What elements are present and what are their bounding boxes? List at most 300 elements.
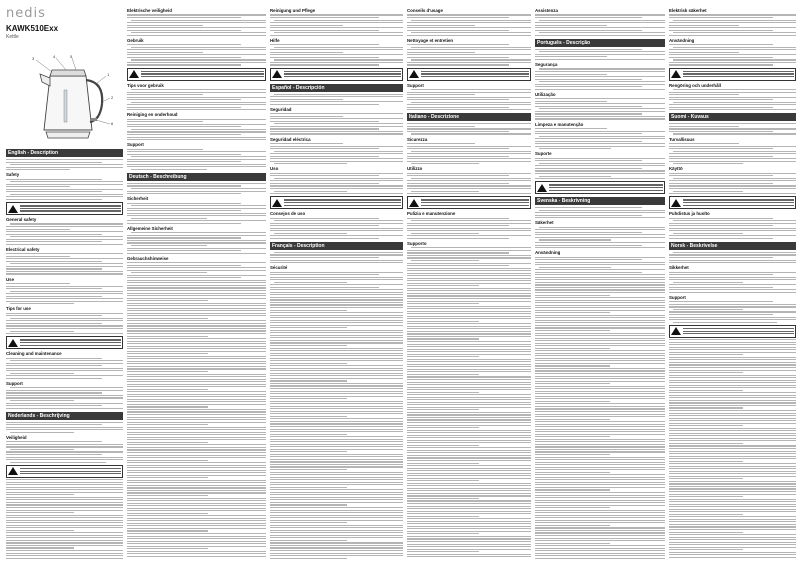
body-text-line <box>535 59 665 60</box>
body-text-line <box>535 487 665 488</box>
body-text-line <box>669 260 796 261</box>
body-text-line <box>270 368 403 369</box>
caution-text-lines <box>284 70 401 79</box>
body-text-line <box>673 32 796 33</box>
language-section-header: English - Description <box>6 149 123 157</box>
body-text-line <box>407 230 531 231</box>
body-text-line <box>411 163 479 164</box>
body-text-line <box>270 401 403 402</box>
body-text-line <box>407 223 531 224</box>
body-text-line <box>407 417 531 418</box>
body-text-line <box>131 156 266 157</box>
body-text-line <box>535 98 665 99</box>
warning-triangle-icon <box>272 199 282 207</box>
body-text-line <box>673 163 743 164</box>
body-text-line <box>6 268 102 269</box>
body-text-line <box>127 35 266 36</box>
body-text-line <box>669 375 796 376</box>
body-text-line <box>407 447 531 448</box>
body-text-line <box>669 547 796 548</box>
caution-text-lines <box>683 327 794 336</box>
body-text-line <box>535 530 665 531</box>
body-text-line <box>270 322 403 323</box>
body-text-line <box>535 365 610 366</box>
body-text-line <box>407 225 509 226</box>
body-text-line <box>127 303 266 304</box>
body-text-line <box>127 490 266 491</box>
section-heading: Användning <box>669 37 695 43</box>
body-text-line <box>127 17 241 18</box>
body-text-line <box>127 546 266 547</box>
body-text-line <box>127 363 266 364</box>
body-text-line <box>669 92 796 93</box>
body-text-line <box>270 507 403 508</box>
body-text-line <box>127 424 208 425</box>
body-text-line <box>535 376 665 377</box>
body-text-line <box>270 279 403 280</box>
section-heading: Allgemeine Sicherheit <box>127 225 173 231</box>
section-heading: Segurança <box>535 62 558 67</box>
body-text-line <box>127 482 266 483</box>
body-text-line <box>535 419 610 420</box>
body-text-line <box>6 408 123 409</box>
body-text-line <box>407 397 531 398</box>
section-heading: Tips voor gebruik <box>127 82 164 88</box>
body-text-line <box>127 409 266 410</box>
body-text-line <box>127 305 266 306</box>
body-text-line <box>539 227 665 228</box>
body-text-line <box>270 454 403 455</box>
callout-1: 1 <box>107 72 110 77</box>
body-text-line <box>535 178 665 179</box>
body-text-line <box>270 497 403 498</box>
body-text-line <box>535 411 665 412</box>
body-text-line <box>669 218 773 219</box>
body-text-line <box>407 468 531 469</box>
body-text-line <box>407 369 531 370</box>
body-text-line <box>270 180 403 181</box>
body-text-line <box>270 148 379 149</box>
body-text-line <box>270 540 347 541</box>
body-text-line <box>535 555 665 556</box>
body-text-line <box>407 290 531 291</box>
body-text-line <box>407 549 531 550</box>
body-text-line <box>131 272 207 273</box>
body-text-line <box>407 97 531 98</box>
callout-5: 5 <box>70 54 73 59</box>
body-text-line <box>127 295 266 296</box>
body-text-line <box>270 358 403 359</box>
body-text-line <box>407 94 475 95</box>
body-text-line <box>535 297 665 298</box>
body-text-line <box>407 295 531 296</box>
body-text-line <box>535 79 642 80</box>
body-text-line <box>669 262 796 263</box>
body-text-line <box>127 134 241 135</box>
body-text-line <box>539 20 665 21</box>
body-text-line <box>535 520 665 521</box>
body-text-line <box>270 284 403 285</box>
warning-triangle-icon <box>671 327 681 335</box>
body-text-line <box>669 107 773 108</box>
body-text-line <box>6 497 123 498</box>
body-text-line <box>669 488 796 489</box>
body-text-line <box>407 156 509 157</box>
body-text-line <box>407 283 531 284</box>
body-text-line <box>535 259 642 260</box>
body-text-line <box>270 297 403 298</box>
body-text-line <box>669 153 796 154</box>
body-text-line <box>407 432 531 433</box>
body-text-line <box>673 151 796 152</box>
body-text-line <box>535 245 642 246</box>
body-text-line <box>127 159 266 160</box>
body-text-line <box>6 446 123 447</box>
body-text-line <box>270 121 379 122</box>
body-text-line <box>10 291 123 292</box>
body-text-line <box>6 370 123 371</box>
body-text-line <box>6 328 123 329</box>
section-heading: Utilizzo <box>407 166 423 172</box>
body-text-line <box>6 392 102 393</box>
body-text-line <box>535 86 642 87</box>
body-text-line <box>669 405 796 406</box>
body-text-line <box>270 299 403 300</box>
body-text-line <box>669 27 796 28</box>
body-text-line <box>6 253 123 254</box>
body-text-line <box>407 158 531 159</box>
body-text-line <box>127 411 266 412</box>
body-text-line <box>270 274 379 275</box>
body-text-line <box>127 107 241 108</box>
body-text-line <box>535 441 665 442</box>
body-text-line <box>673 89 796 90</box>
body-text-line <box>6 298 123 299</box>
body-text-line <box>407 382 531 383</box>
body-text-line <box>411 89 531 90</box>
body-text-line <box>270 459 403 460</box>
body-text-line <box>270 175 379 176</box>
body-text-line <box>127 164 266 165</box>
body-text-line <box>6 487 123 488</box>
body-text-line <box>407 538 531 539</box>
body-text-line <box>535 550 665 551</box>
body-text-line <box>127 336 208 337</box>
body-text-line <box>127 366 266 367</box>
body-text-line <box>127 533 266 534</box>
body-text-line <box>535 56 607 57</box>
body-text-line <box>127 253 266 254</box>
body-text-line <box>669 506 796 507</box>
body-text-line <box>407 371 531 372</box>
body-text-line <box>270 363 347 364</box>
body-text-line <box>127 505 266 506</box>
body-text-line <box>127 57 241 58</box>
body-text-line <box>669 225 773 226</box>
body-text-line <box>535 165 665 166</box>
body-text-line <box>6 540 123 541</box>
body-text-line <box>127 525 266 526</box>
body-text-line <box>6 244 123 245</box>
body-text-line <box>535 353 665 354</box>
body-text-line <box>127 341 266 342</box>
body-text-line <box>535 106 642 107</box>
body-text-line <box>535 116 665 117</box>
section-heading: Use <box>6 276 15 282</box>
body-text-line <box>535 535 665 536</box>
body-text-line <box>270 101 403 102</box>
body-text-line <box>127 406 208 407</box>
body-text-line <box>535 160 642 161</box>
body-text-line <box>407 359 531 360</box>
body-text-line <box>407 407 531 408</box>
language-section-header: Italiano - Descrizione <box>407 113 531 121</box>
body-text-line <box>669 463 796 464</box>
body-text-line <box>407 323 531 324</box>
body-text-line <box>127 439 266 440</box>
body-text-line <box>127 414 266 415</box>
body-text-line <box>535 234 665 235</box>
body-text-line <box>127 213 266 214</box>
body-text-line <box>669 57 773 58</box>
body-text-line <box>127 119 266 120</box>
body-text-line <box>127 338 266 339</box>
body-text-line <box>407 311 531 312</box>
body-text-line <box>407 376 531 377</box>
body-text-line <box>274 178 403 179</box>
body-text-line <box>6 159 123 160</box>
body-text-line <box>127 498 266 499</box>
body-text-line <box>669 339 796 340</box>
body-text-line <box>535 330 610 331</box>
body-text-line <box>669 257 773 258</box>
section-heading: Support <box>6 380 23 386</box>
body-text-line <box>127 277 241 278</box>
body-text-line <box>270 466 403 467</box>
body-text-line <box>669 272 796 273</box>
body-text-line <box>539 51 665 52</box>
language-section-header: Deutsch - Beschreibung <box>127 173 266 181</box>
body-text-line <box>535 345 665 346</box>
column-1-sections <box>6 149 123 559</box>
body-text-line <box>127 358 266 359</box>
body-text-line <box>6 179 102 180</box>
body-text-line <box>669 193 796 194</box>
body-text-line <box>535 386 665 387</box>
body-text-line <box>127 44 241 45</box>
body-text-line <box>407 478 531 479</box>
body-text-line <box>669 516 796 517</box>
body-text-line <box>270 44 379 45</box>
body-text-line <box>270 294 403 295</box>
section-heading: Seguridad eléctrica <box>270 136 311 142</box>
body-text-line <box>669 304 796 305</box>
body-text-line <box>407 30 509 31</box>
body-text-line <box>270 188 403 189</box>
body-text-line <box>127 185 241 186</box>
body-text-line <box>535 54 665 55</box>
body-text-line <box>127 313 266 314</box>
body-text-line <box>407 351 531 352</box>
body-text-line <box>6 266 123 267</box>
body-text-line <box>539 32 665 33</box>
body-text-line <box>407 128 531 129</box>
body-text-line <box>6 293 123 294</box>
section-heading: Consejos de uso <box>270 211 306 217</box>
warning-triangle-icon <box>409 199 419 207</box>
body-text-line <box>535 472 610 473</box>
body-text-line <box>6 517 123 518</box>
caution-text-lines <box>421 198 529 207</box>
body-text-line <box>127 432 266 433</box>
body-text-line <box>127 124 266 125</box>
body-text-line <box>407 427 479 428</box>
body-text-line <box>127 449 266 450</box>
body-text-line <box>669 104 796 105</box>
body-text-line <box>407 465 531 466</box>
column-4 <box>407 6 531 561</box>
body-text-line <box>535 350 665 351</box>
body-text-line <box>669 430 796 431</box>
section-heading: Support <box>669 294 686 300</box>
body-text-line <box>127 248 266 249</box>
body-text-line <box>270 302 403 303</box>
body-text-line <box>535 522 665 523</box>
body-text-line <box>669 344 796 345</box>
body-text-line <box>407 544 531 545</box>
body-text-line <box>407 546 531 547</box>
body-text-line <box>407 104 531 105</box>
body-text-line <box>669 99 773 100</box>
body-text-line <box>669 311 796 312</box>
body-text-line <box>407 252 509 253</box>
section-heading: Sicherheit <box>127 196 149 202</box>
caution-text-lines <box>20 467 121 476</box>
body-text-line <box>6 320 123 321</box>
body-text-line <box>270 418 403 419</box>
body-text-line <box>673 220 796 221</box>
section-heading: Cleaning and maintenance <box>6 351 62 357</box>
body-text-line <box>669 377 796 378</box>
body-text-line <box>539 148 611 149</box>
body-text-line <box>535 27 665 28</box>
body-text-line <box>407 188 531 189</box>
body-text-line <box>535 262 665 263</box>
body-text-line <box>407 161 531 162</box>
body-text-line <box>127 52 203 53</box>
body-text-line <box>127 353 208 354</box>
body-text-line <box>270 173 403 174</box>
body-text-line <box>270 558 347 559</box>
body-text-line <box>535 406 665 407</box>
body-text-line <box>127 379 266 380</box>
body-text-line <box>270 421 403 422</box>
body-text-line <box>407 518 531 519</box>
body-text-line <box>535 457 665 458</box>
body-text-line <box>669 415 796 416</box>
body-text-line <box>535 482 665 483</box>
body-text-line <box>407 460 531 461</box>
body-text-line <box>407 488 531 489</box>
body-text-line <box>6 231 123 232</box>
body-text-line <box>6 226 123 227</box>
body-text-line <box>407 457 531 458</box>
body-text-line <box>535 446 665 447</box>
body-text-line <box>127 401 266 402</box>
body-text-line <box>407 379 531 380</box>
body-text-line <box>669 501 796 502</box>
body-text-line <box>407 394 531 395</box>
body-text-line <box>407 344 531 345</box>
body-text-line <box>274 163 347 164</box>
body-text-line <box>6 510 123 511</box>
body-text-line <box>669 461 743 462</box>
kettle-figure <box>6 46 123 146</box>
body-text-line <box>127 242 266 243</box>
column-4-sections <box>407 8 531 557</box>
body-text-line <box>127 520 266 521</box>
body-text-line <box>407 450 531 451</box>
body-text-line <box>669 372 743 373</box>
section-heading: Elektrische veiligheid <box>127 8 172 13</box>
body-text-line <box>669 552 796 553</box>
body-text-line <box>669 390 743 391</box>
body-text-line <box>669 410 796 411</box>
body-text-line <box>6 482 123 483</box>
section-heading: Käyttö <box>669 166 683 172</box>
body-text-line <box>6 283 70 284</box>
section-heading: Safety <box>6 172 20 178</box>
body-text-line <box>127 472 266 473</box>
section-heading: Gebrauchshinweise <box>127 255 169 261</box>
body-text-line <box>270 54 403 55</box>
body-text-line <box>270 515 403 516</box>
body-text-line <box>270 64 379 65</box>
body-text-line <box>131 232 266 233</box>
body-text-line <box>127 220 266 221</box>
body-text-line <box>407 175 509 176</box>
body-text-line <box>127 166 266 167</box>
body-text-line <box>669 402 796 403</box>
body-text-line <box>669 146 796 147</box>
body-text-line <box>270 408 403 409</box>
brand-logo: nedis <box>6 6 46 21</box>
warning-triangle-icon <box>671 199 681 207</box>
body-text-line <box>407 440 531 441</box>
body-text-line <box>270 436 403 437</box>
body-text-line <box>127 386 266 387</box>
body-text-line <box>535 414 665 415</box>
body-text-line <box>535 545 665 546</box>
product-name: Kettle <box>6 34 19 40</box>
body-text-line <box>535 489 610 490</box>
body-text-line <box>270 464 403 465</box>
body-text-line <box>6 489 123 490</box>
body-text-line <box>407 250 531 251</box>
body-text-line <box>127 215 266 216</box>
body-text-line <box>669 367 796 368</box>
body-text-line <box>669 230 796 231</box>
body-text-line <box>407 374 479 375</box>
body-text-line <box>407 389 531 390</box>
body-text-line <box>407 495 531 496</box>
section-heading: Suporte <box>535 151 552 157</box>
body-text-line <box>407 44 509 45</box>
body-text-line <box>127 64 241 65</box>
section-heading: Electrical safety <box>6 246 40 252</box>
body-text-line <box>535 30 642 31</box>
body-text-line <box>274 123 403 124</box>
